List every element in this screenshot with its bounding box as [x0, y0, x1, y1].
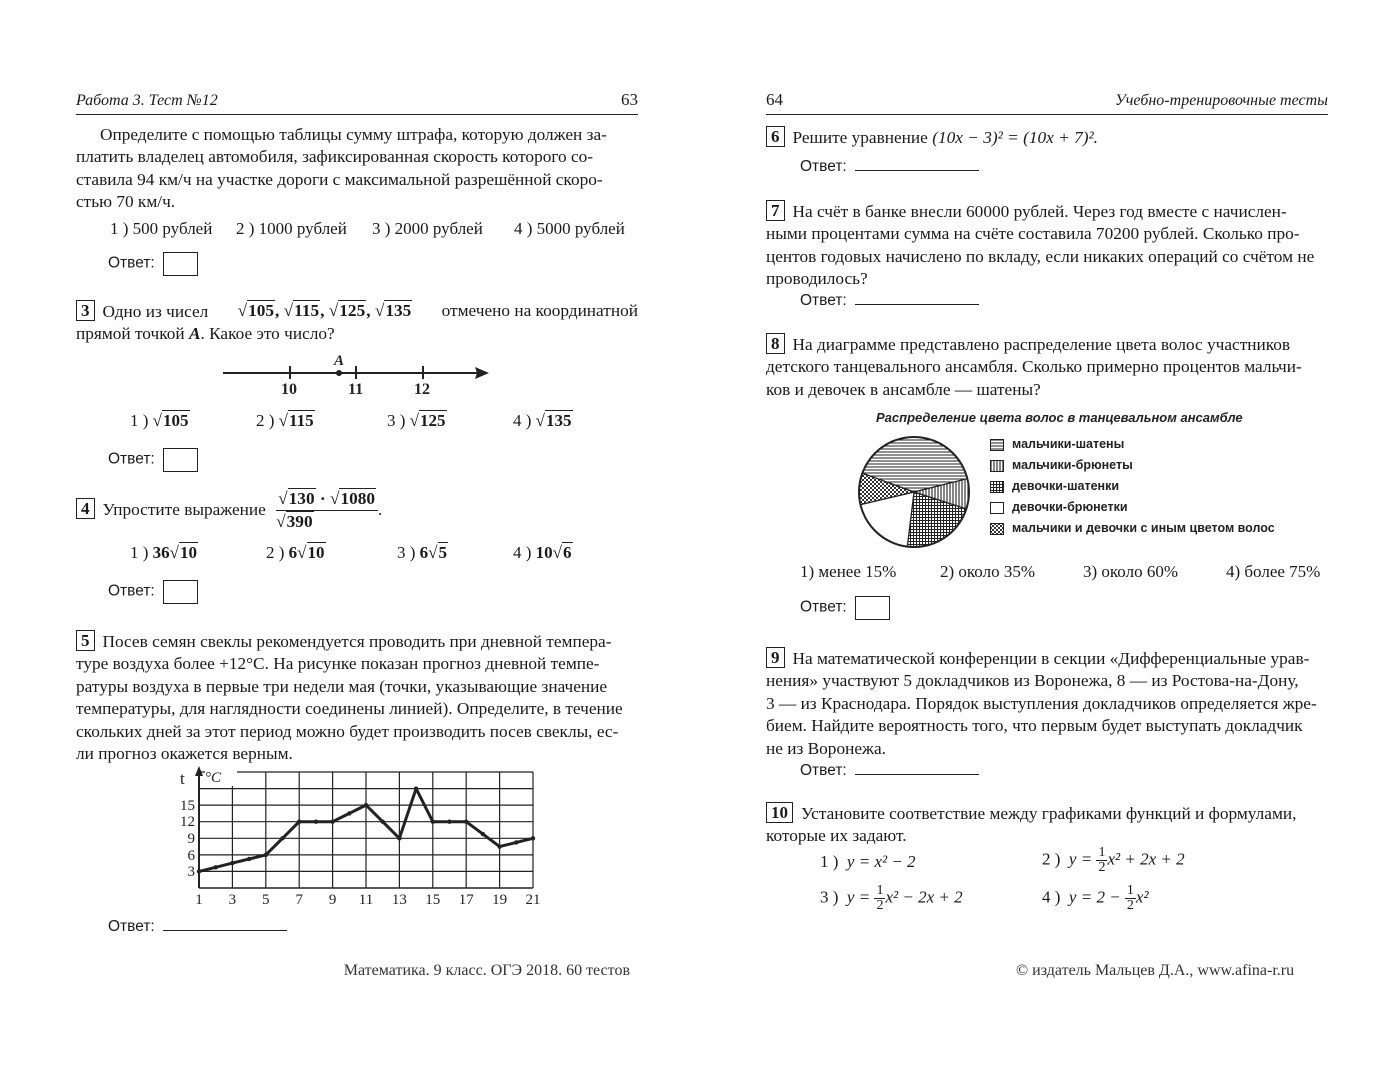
answer-field[interactable] [855, 290, 979, 305]
checkered-swatch-icon [990, 523, 1004, 535]
task-number: 5 [76, 630, 95, 651]
text-line: ными процентами сумма на счёте составила 70200 рублей. Сколько про- [766, 224, 1300, 244]
text-line: ли прогноз окажется верным. [76, 744, 293, 764]
text-line: ставила 94 км/ч на участке дороги с максимальной разрешённой скоро- [76, 169, 603, 189]
option-2[interactable]: 2 ) √115 [256, 411, 314, 430]
answer-row [800, 596, 890, 620]
radicand: 115 [294, 301, 320, 320]
answer-row [108, 916, 287, 936]
equation: (10x − 3)² = (10x + 7)². [932, 128, 1098, 147]
svg-text:A: A [334, 353, 345, 369]
answer-box[interactable] [163, 448, 198, 472]
svg-text:15: 15 [180, 798, 195, 814]
page-number: 63 [621, 90, 638, 109]
task-4-options [130, 543, 630, 565]
page-number: 64 [766, 90, 783, 109]
running-title: Учебно-тренировочные тесты [1115, 92, 1328, 109]
answer-field[interactable] [163, 916, 287, 931]
task-number: 6 [766, 126, 785, 147]
task-number: 7 [766, 200, 785, 221]
task-8 [766, 333, 1328, 401]
answer-field[interactable] [855, 156, 979, 171]
answer-row [800, 156, 979, 176]
task-10 [766, 802, 1328, 848]
running-title: Работа 3. Тест №12 [76, 92, 218, 109]
task-10-formulas [820, 845, 1320, 920]
svg-text:12: 12 [414, 381, 430, 398]
answer-box[interactable] [163, 252, 198, 276]
page-footer: Математика. 9 класс. ОГЭ 2018. 60 тестов [343, 962, 630, 979]
answer-row [108, 580, 198, 604]
svg-text:9: 9 [328, 892, 337, 908]
vertical-stripe-swatch-icon [990, 460, 1004, 472]
intro-task-text [76, 124, 638, 214]
task-text: Одно из чисел [102, 302, 209, 321]
x-axis-labels [195, 892, 540, 908]
svg-text:21: 21 [525, 892, 541, 908]
task-8-options [800, 562, 1330, 584]
answer-label: Ответ: [800, 762, 847, 779]
text-line: скольких дней за этот период можно будет производить посев свеклы, ес- [76, 721, 619, 741]
running-header [766, 90, 1328, 115]
answer-label: Ответ: [800, 292, 847, 309]
hair-color-pie-chart [856, 433, 974, 553]
svg-text:12: 12 [180, 814, 195, 830]
answer-label: Ответ: [108, 450, 155, 468]
svg-text:19: 19 [492, 892, 508, 908]
grid-swatch-icon [990, 481, 1004, 493]
text-line: температуры, для наглядности соединены линией). Определите, в течение [76, 699, 623, 719]
pie-chart-title: Распределение цвета волос в танцевальном ансамбле [876, 410, 1243, 425]
task-text: прямой точкой [76, 324, 185, 344]
svg-text:11: 11 [358, 892, 374, 908]
text-line: не из Воронежа. [766, 738, 886, 758]
point-label: A [188, 324, 201, 344]
y-axis-labels [180, 798, 196, 880]
svg-text:1: 1 [195, 892, 203, 908]
svg-text:t: t [180, 769, 185, 788]
answer-box[interactable] [855, 596, 890, 620]
task-6 [766, 126, 1098, 149]
option-3[interactable]: 3 ) 6√5 [397, 543, 448, 562]
task-3-options [130, 411, 630, 433]
answer-label: Ответ: [800, 598, 847, 616]
answer-row [800, 290, 979, 310]
formula-1: 1 ) y = x² − 2 [820, 852, 916, 871]
radicand: 105 [248, 301, 275, 320]
answer-label: Ответ: [800, 158, 847, 175]
option-4[interactable]: 4 ) √135 [513, 411, 572, 430]
answer-field[interactable] [855, 760, 979, 775]
answer-box[interactable] [163, 580, 198, 604]
text-line: стью 70 км/ч. [76, 192, 176, 212]
answer-row [108, 252, 198, 276]
task-text: отмечено на координатной [441, 301, 638, 320]
option-2[interactable]: 2 ) 1000 рублей [236, 219, 347, 238]
text-line: Установите соответствие между графиками функций и формулами, [801, 804, 1297, 823]
temperature-line-chart [176, 764, 556, 914]
text-line: ков и девочек в ансамбле — шатены? [766, 379, 1041, 399]
svg-text:9: 9 [187, 831, 195, 847]
expression-fraction: $\frac{√130 \cdot √1080}{√390}$ [276, 488, 378, 534]
text-line: Определите с помощью таблицы сумму штрафа, которую должен за- [100, 125, 607, 144]
running-header [76, 90, 638, 115]
svg-text:13: 13 [391, 892, 407, 908]
option-1[interactable]: 1 ) 36√10 [130, 543, 198, 562]
text-line: бием. Найдите вероятность того, что первым будет выступать докладчик [766, 716, 1303, 736]
text-line: туре воздуха более +12°C. На рисунке показан прогноз дневной темпе- [76, 654, 600, 674]
task-text: Упростите выражение [102, 499, 266, 519]
svg-text:°C: °C [205, 770, 222, 786]
text-line: На счёт в банке внесли 60000 рублей. Через год вместе с начислен- [792, 202, 1287, 221]
task-number: 8 [766, 333, 785, 354]
task-3: 3 Одно из чисел √105, √115, √125, √135 отмечено на координатной прямой точкой A. Какое это число? [76, 301, 638, 344]
text-line: центов годовых начислено по вкладу, если никаких операций со счётом не [766, 246, 1315, 266]
svg-text:5: 5 [262, 892, 270, 908]
svg-text:17: 17 [458, 892, 474, 908]
task-5 [76, 630, 638, 765]
text-line: 3 — из Краснодара. Порядок выступления докладчиков определяется жре- [766, 693, 1317, 713]
horizontal-stripe-swatch-icon [990, 439, 1004, 451]
answer-label: Ответ: [108, 918, 155, 935]
formula-4: 4 ) y = 2 − $\frac{1}{2}$ x² [1042, 883, 1149, 913]
white-swatch-icon [990, 502, 1004, 514]
left-page [76, 0, 638, 1080]
option-4[interactable]: 4) более 75% [1226, 562, 1321, 581]
option-3[interactable]: 3 ) √125 [387, 411, 446, 430]
page-footer: © издатель Мальцев Д.А., www.afina-r.ru [1016, 962, 1295, 979]
text-line: нения» участвуют 5 докладчиков из Воронежа, 8 — из Ростова-на-Дону, [766, 671, 1299, 691]
option-1[interactable]: 1 ) 500 рублей [110, 219, 213, 238]
option-1[interactable]: 1) менее 15% [800, 562, 897, 581]
option-4[interactable]: 4 ) 5000 рублей [514, 219, 625, 238]
task-number: 4 [76, 498, 95, 519]
text-line: ратуры воздуха в первые три недели мая (точки, указывающие значение [76, 676, 608, 696]
option-2[interactable]: 2) около 35% [940, 562, 1035, 581]
text-line: Посев семян свеклы рекомендуется проводить при дневной темпера- [102, 632, 612, 651]
svg-text:10: 10 [281, 381, 297, 398]
task-number: 9 [766, 647, 785, 668]
option-4[interactable]: 4 ) 10√6 [513, 543, 572, 562]
answer-row [800, 760, 979, 780]
text-line: На математической конференции в секции «Дифференциальные урав- [792, 649, 1310, 668]
task-text: . Какое это число? [200, 324, 335, 344]
number-line [221, 350, 501, 400]
svg-text:7: 7 [295, 892, 303, 908]
task-7 [766, 200, 1328, 291]
answer-label: Ответ: [108, 582, 155, 600]
text-line: платить владелец автомобиля, зафиксированная скорость которого со- [76, 147, 594, 167]
option-3[interactable]: 3) около 60% [1083, 562, 1178, 581]
task-number: 3 [76, 300, 95, 321]
svg-text:11: 11 [348, 381, 364, 398]
task-text: Решите уравнение [792, 128, 928, 147]
option-3[interactable]: 3 ) 2000 рублей [372, 219, 483, 238]
text-line: которые их задают. [766, 826, 907, 846]
formula-2: 2 ) y = $\frac{1}{2}$ x² + 2x + 2 [1042, 845, 1185, 875]
chart-grid [199, 772, 533, 888]
task-number: 10 [766, 802, 793, 823]
radicand: 135 [385, 301, 412, 320]
svg-text:3: 3 [187, 864, 195, 880]
formula-3: 3 ) y = $\frac{1}{2}$ x² − 2x + 2 [820, 883, 963, 913]
option-2[interactable]: 2 ) 6√10 [266, 543, 325, 562]
text-line: На диаграмме представлено распределение цвета волос участников [792, 335, 1291, 354]
svg-text:3: 3 [228, 892, 237, 908]
intro-options [110, 219, 640, 241]
pie-legend: мальчики-шатены мальчики-брюнеты девочки-шатенки девочки-брюнетки мальчики и девочки с иным цветом волос [990, 437, 1330, 547]
answer-label: Ответ: [108, 254, 155, 272]
task-9 [766, 647, 1328, 760]
text-line: проводилось? [766, 269, 868, 289]
answer-row [108, 448, 198, 472]
right-page [766, 0, 1328, 1080]
svg-text:6: 6 [187, 848, 195, 864]
radicand: 125 [339, 301, 366, 320]
task-4: 4 Упростите выражение $\frac{√130 \cdot √1080}{√390}$ . [76, 488, 638, 534]
svg-text:15: 15 [425, 892, 441, 908]
text-line: детского танцевального ансамбля. Сколько примерно процентов мальчи- [766, 357, 1302, 377]
option-1[interactable]: 1 ) √105 [130, 411, 189, 430]
